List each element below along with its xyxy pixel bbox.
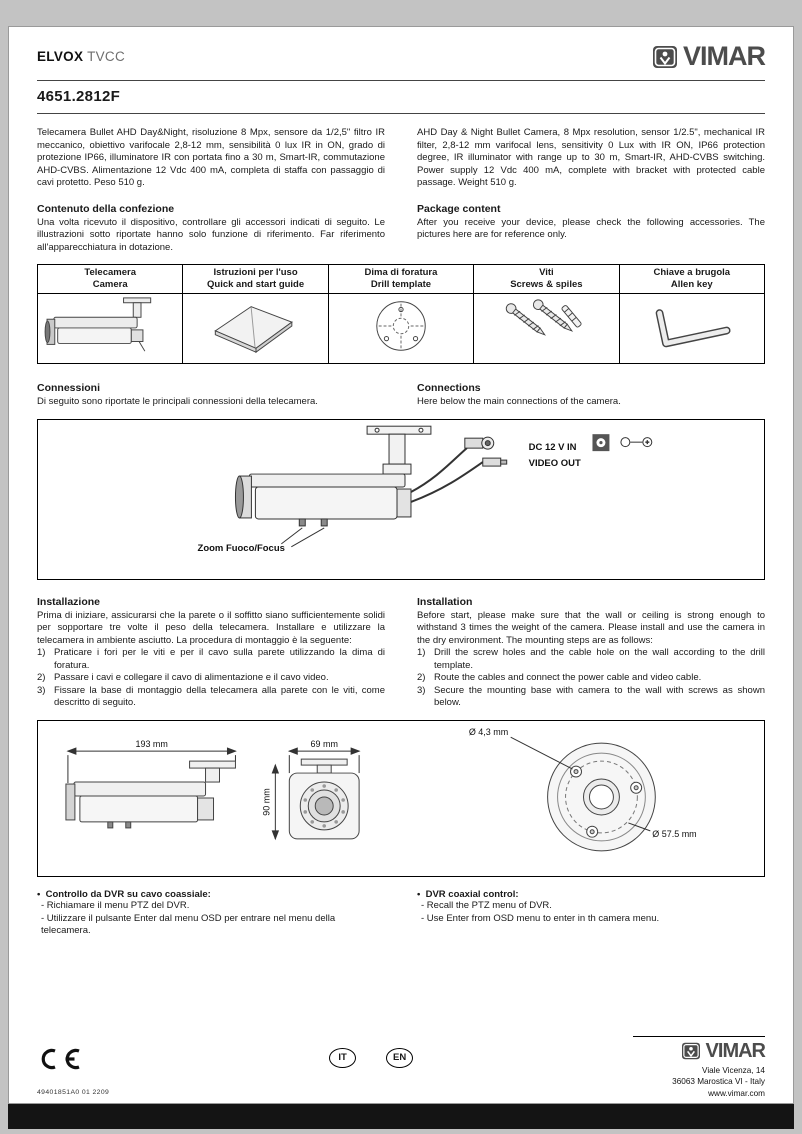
col-screws-en: Screws & spiles [510,279,583,291]
col-guide-en: Quick and start guide [207,279,305,291]
vimar-logo-icon [652,45,678,69]
page-footer [37,1036,765,1099]
col-camera [38,265,183,294]
allen-key-illustration-icon [624,295,760,357]
zoom-focus-label: Zoom Fuoco/Focus [197,542,285,554]
dc-jack-icon [592,434,651,451]
product-code: 4651.2812F [37,88,121,105]
installation-title-it: Installazione [37,595,101,608]
installation-title-en: Installation [417,595,473,608]
col-screws [474,265,619,294]
step-it-3: Fissare la base di montaggio della telecamera alla parete con le viti, come descritto di seguito. [54,684,385,709]
dvr-title-it: • Controllo da DVR su cavo coassiale: [37,889,385,900]
footer-right [633,1036,765,1099]
package-title-en: Package content [417,202,501,215]
installation-steps-it [37,647,385,710]
col-allen-en: Allen key [670,279,713,291]
package-title-it: Contenuto della confezione [37,202,175,215]
step-it-2: Passare i cavi e collegare il cavo di alimentazione e il cavo video. [54,672,329,684]
col-template-en: Drill template [370,279,432,291]
vimar-logo-text: VIMAR [683,41,765,71]
installation-intro-it: Prima di iniziare, assicurarsi che la parete o il soffitto siano sufficientemente solidi per sopportare tre volte il peso della telecamera. Installare e utilizzare la telecamera in ambiente asciutto. La procedura di montaggio è la seguente: [37,609,385,646]
base-dim-label: Ø 57.5 mm [652,828,697,839]
package-english [417,203,765,255]
template-cell [328,294,473,364]
connections-title-en: Connections [417,382,481,394]
col-guide-it: Istruzioni per l'uso [213,267,298,279]
installation-steps-en [417,647,765,710]
address-street: Viale Vicenza, 14 [702,1065,765,1075]
camera-illustration-icon [42,295,178,357]
language-badges [329,1036,413,1068]
dvr-line-it-2: - Utilizzare il pulsante Enter dal menu OSD per entrare nel menu della telecamera. [41,912,336,937]
screws-illustration-icon [478,295,614,357]
page-header [37,35,765,81]
step-en-3: Secure the mounting base with camera to the wall with screws as shown below. [434,684,765,709]
dvr-italian [37,889,385,938]
dvr-title-en: • DVR coaxial control: [417,889,765,900]
connections-diagram [37,419,765,580]
hole-dim-label: Ø 4,3 mm [468,726,509,737]
package-table-image-row [38,294,765,364]
drill-template-illustration-icon [333,295,469,357]
intro-section [37,127,765,190]
camera-cell [38,294,183,364]
package-body-en: After you receive your device, please check the following accessories. The pictures here are for reference only. [417,216,765,241]
dc-in-label: DC 12 V IN [528,441,577,453]
document-code: 49401851A0 01 2209 [37,1088,110,1096]
connections-body-en: Here below the main connections of the camera. [417,396,621,407]
footer-vimar-logo [633,1040,765,1063]
dvr-english [417,889,765,938]
footer-vimar-logo-icon [681,1042,701,1060]
footer-left [37,1036,109,1096]
width-dim-label: 69 mm [310,738,338,749]
installation-italian [37,596,385,710]
screws-cell [474,294,619,364]
dvr-section [37,889,765,938]
col-camera-en: Camera [92,279,128,291]
video-out-label: VIDEO OUT [528,457,581,469]
connections-english [417,382,765,409]
col-template [328,265,473,294]
package-italian [37,203,385,255]
installation-section [37,596,765,710]
brand-tvcc: TVCC [87,49,126,64]
footer-vimar-logo-text: VIMAR [705,1039,765,1062]
intro-english: AHD Day & Night Bullet Camera, 8 Mpx resolution, sensor 1/2.5", mechanical IR filter, 2,8-12 mm varifocal lens, sensitivity 0 Lux with IR ON, IP66 protection degree, IR illuminator with range up to 30 m, Smart-IR, AHD-CVBS switching. Power supply 12 Vdc 400 mA, complete with bracket with protected cable passage. Weight 510 g. [417,127,765,189]
website-link[interactable]: www.vimar.com [708,1088,765,1098]
brand-elvox: ELVOX [37,49,84,64]
height-dim-label: 90 mm [261,788,272,816]
dvr-line-en-2: - Use Enter from OSD menu to enter in th camera menu. [421,912,660,924]
vimar-logo [652,41,765,72]
package-table-header-row [38,265,765,294]
product-code-row [37,81,765,114]
installation-intro-en: Before start, please make sure that the wall or ceiling is strong enough to withstand 3 times the weight of the camera. Please install and use the camera in the dry environment. The mounting steps are as follows: [417,609,765,646]
badge-en: EN [386,1048,413,1068]
step-en-2: Route the cables and connect the power cable and video cable. [434,672,702,684]
col-guide [183,265,328,294]
bottom-black-bar [8,1104,794,1129]
connections-italian [37,382,385,409]
connections-title-it: Connessioni [37,382,101,394]
allen-cell [619,294,764,364]
dimensions-diagram [37,720,765,877]
connections-body-it: Di seguito sono riportate le principali connessioni della telecamera. [37,396,318,407]
dimensions-drawing [38,721,764,871]
brand-lockup [37,49,125,64]
package-table [37,264,765,364]
connections-diagram-drawing [38,420,764,574]
package-section [37,203,765,255]
length-dim-label: 193 mm [135,738,168,749]
col-allen-it: Chiave a brugola [653,267,731,279]
step-it-1: Praticare i fori per le viti e per il cavo sulla parete utilizzando la dima di foratura. [54,647,385,671]
package-body-it: Una volta ricevuto il dispositivo, controllare gli accessori indicati di seguito. Le illustrazioni sotto riportate hanno solo funzione di riferimento. Far riferimento all'apparecchiatura in dotazione. [37,216,385,253]
step-en-1: Drill the screw holes and the cable hole on the wall according to the drill template. [434,647,765,671]
dvr-line-en-1: - Recall the PTZ menu of DVR. [421,899,552,911]
installation-english [417,596,765,710]
guide-cell [183,294,328,364]
badge-it: IT [329,1048,356,1068]
company-address [633,1065,765,1099]
col-allen [619,265,764,294]
address-city: 36063 Marostica VI - Italy [672,1077,765,1087]
document-page [8,26,794,1104]
ce-mark-icon [37,1048,83,1070]
guide-illustration-icon [188,295,324,357]
col-screws-it: Viti [539,267,554,279]
col-template-it: Dima di foratura [364,267,438,279]
connections-section [37,382,765,409]
intro-italian: Telecamera Bullet AHD Day&Night, risoluzione 8 Mpx, sensore da 1/2,5" filtro IR meccanico, obiettivo varifocale 2,8-12 mm, sensibilità 0 lux IR in ON, grado di protezione IP66, illuminatore IR con portata fino a 30 m, Smart-IR, commutazione AHD-CVBS. Alimentazione 12 Vdc 400 mA, completa di staffa con passaggio di cavi protetto. Peso 510 g. [37,127,385,189]
dvr-line-it-1: - Richiamare il menu PTZ del DVR. [41,899,190,911]
col-camera-it: Telecamera [84,267,136,279]
